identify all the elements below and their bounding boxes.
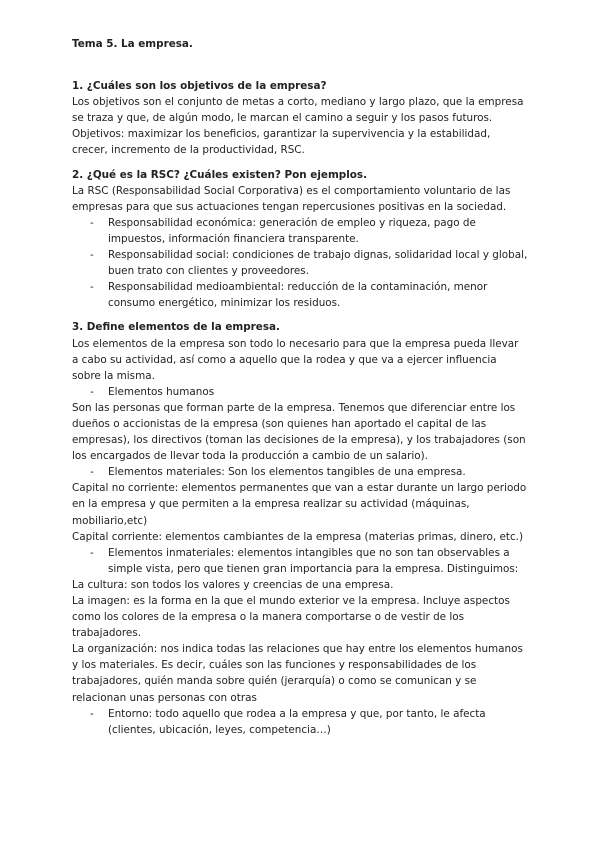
paragraph: Son las personas que forman parte de la empresa. Tenemos que diferenciar entre los dueños o accionistas de la empresa (son quienes han aportado el capital de las empresas), los directivos (toman las decisiones de la empresa), y los trabajadores (son los encargados de llevar toda la producción a cambio de un salario). xyxy=(72,401,526,463)
paragraph: Capital no corriente: elementos permanentes que van a estar durante un largo periodo en la empresa y que permiten a la empresa realizar su actividad (máquinas, mobiliario,etc) xyxy=(72,482,527,527)
paragraph: Los elementos de la empresa son todo lo necesario para que la empresa pueda llevar a cabo su actividad, así como a aquello que la rodea y que va a ejercer influencia sobre la misma. xyxy=(72,337,519,382)
section-heading: 2. ¿Qué es la RSC? ¿Cuáles existen? Pon ejemplos. xyxy=(72,168,368,181)
paragraph: La imagen: es la forma en la que el mundo exterior ve la empresa. Incluye aspectos como los colores de la empresa o la manera comportarse o de vestir de los trabajadores. xyxy=(72,595,510,640)
bullet-list xyxy=(72,215,528,312)
bullet-list xyxy=(72,464,528,480)
section-heading: 1. ¿Cuáles son los objetivos de la empresa? xyxy=(72,80,327,93)
paragraph: La organización: nos indica todas las relaciones que hay entre los elementos humanos y los materiales. Es decir, cuáles son las funciones y responsabilidades de los trabajadores, quién manda sobre quién (jerarquía) o como se comunican y se relacionan unas personas con otras xyxy=(72,643,523,704)
section-objetivos xyxy=(72,78,528,158)
list-item: - Elementos humanos xyxy=(72,384,528,400)
list-item: - Responsabilidad económica: generación de empleo y riqueza, pago de impuestos, información financiera transparente. xyxy=(72,215,528,247)
list-item: - Responsabilidad medioambiental: reducción de la contaminación, menor consumo energético, minimizar los residuos. xyxy=(72,279,528,311)
paragraph: Capital corriente: elementos cambiantes de la empresa (materias primas, dinero, etc.) xyxy=(72,530,524,543)
section-heading: 3. Define elementos de la empresa. xyxy=(72,321,280,334)
list-item: - Responsabilidad social: condiciones de trabajo dignas, solidaridad local y global, buen trato con clientes y proveedores. xyxy=(72,247,528,279)
paragraph: La RSC (Responsabilidad Social Corporativa) es el comportamiento voluntario de las empresas para que sus actuaciones tengan repercusiones positivas en la sociedad. xyxy=(72,184,511,213)
list-item: - Elementos inmateriales: elementos intangibles que no son tan observables a simple vista, pero que tienen gran importancia para la empresa. Distinguimos: xyxy=(72,545,528,577)
bullet-list xyxy=(72,545,528,577)
document-title: Tema 5. La empresa. xyxy=(72,38,193,50)
list-item: - Entorno: todo aquello que rodea a la empresa y que, por tanto, le afecta (clientes, ubicación, leyes, competencia…) xyxy=(72,706,528,738)
section-elementos xyxy=(72,319,528,737)
section-rsc xyxy=(72,167,528,312)
bullet-list xyxy=(72,706,528,738)
list-item: - Elementos materiales: Son los elementos tangibles de una empresa. xyxy=(72,464,528,480)
paragraph: La cultura: son todos los valores y creencias de una empresa. xyxy=(72,578,394,591)
paragraph: Objetivos: maximizar los beneficios, garantizar la supervivencia y la estabilidad, crecer, incremento de la productividad, RSC. xyxy=(72,128,491,157)
paragraph: Los objetivos son el conjunto de metas a corto, mediano y largo plazo, que la empresa se traza y que, de algún modo, le marcan el camino a seguir y los pasos futuros. xyxy=(72,96,524,125)
bullet-list xyxy=(72,384,528,400)
